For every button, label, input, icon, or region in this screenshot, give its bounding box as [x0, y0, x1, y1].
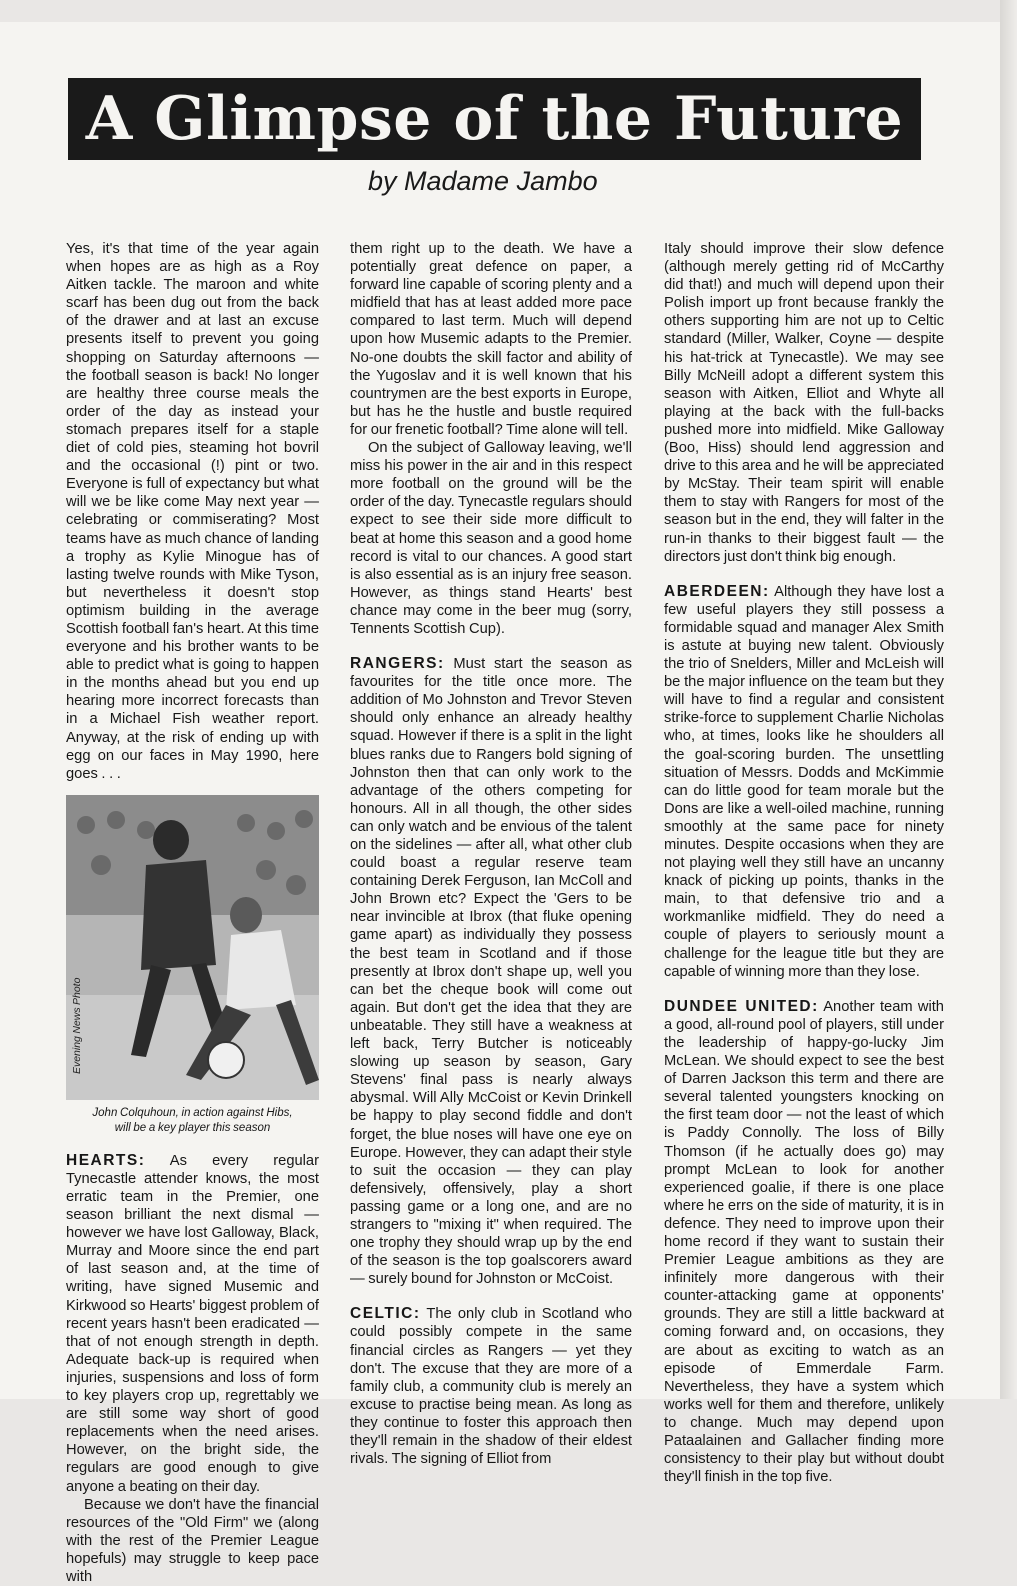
hearts-paragraph-3: them right up to the death. We have a potentially great defence on paper, a forward line capable of scoring plenty and a midfield that has at least added more pace compared to last term. Much will depend upon how Musemic adapts to the Premier. No-one doubts the skill factor and ability of the Yugoslav and it is well known that his countrymen are the best exports in Europe, but has he the hustle and bustle required for our frenetic football? Time alone will tell.	[350, 241, 632, 438]
photo-caption	[66, 1106, 319, 1136]
hearts-paragraph-4: On the subject of Galloway leaving, we'll miss his power in the air and in this respect more football on the ground will be the order of the day. Tynecastle regulars should expect to see their side more difficult to beat at home this season and a good home record is vital to our chances. A good start is also essential as is an injury free season. However, as things stand Hearts' best chance may come in the beer mug (sorry, Tennents Scottish Cup).	[350, 440, 632, 637]
aberdeen-heading: ABERDEEN:	[664, 582, 770, 600]
article-byline: by Madame Jambo	[368, 166, 598, 196]
celtic-section	[350, 1305, 632, 1468]
hearts-text: As every regular Tynecastle attender knows, the most erratic team in the Premier, one season brilliant the next dismal — however we have lost Galloway, Black, Murray and Moore since the end part of last season and, at the time of writing, have signed Musemic and Kirkwood so Hearts' biggest problem of recent years hasn't been eradicated — that of not enough strength in depth. Adequate back-up is required when injuries, suspensions and loss of form to key players crop up, regrettably we are still some way short of good replacements when the need arises. However, on the bright side, the regulars are good enough to give anyone a beating on their day.	[66, 1152, 319, 1495]
dundee-united-heading: DUNDEE UNITED:	[664, 997, 819, 1015]
column-2	[350, 240, 632, 1468]
photo-credit: Evening News Photo	[70, 977, 83, 1074]
rangers-section	[350, 655, 632, 1288]
player-photo	[66, 795, 319, 1100]
column-1	[66, 240, 319, 1586]
rangers-text: Must start the season as favourites for the title once more. The addition of Mo Johnston and Trevor Steven should only enhance an already healthy squad. However if there is a split in the light blues ranks due to Rangers bold signing of Johnston then that can only work to the advantage of the others competing for honours. All in all though, the other sides can only watch and be envious of the talent on the sidelines — after all, what other club could boast a regular reserve team containing Derek Ferguson, Ian McColl and John Brown etc? Expect the 'Gers to be near invincible at Ibrox (that fluke opening game apart) as individually they possess the best team in Scotland and if those presently at Ibrox don't shape up, well you can bet the cheque book will come out again. But don't get the idea that they are unbeatable. They still have a weakness at left back, Terry Butcher is noticeably slowing up season by season, Gary Stevens' final pass is nearly always abysmal. Will Ally McCoist or Kevin Drinkell be happy to play second fiddle and don't forget, the blue noses will have one eye on Europe. However, they can adapt their style to suit the occasion — they can play defensively, offensively, play a short passing game or a long one, and are no strangers to "mixing it" when required. The one trophy they should wrap up by the end of the season is the top goalscorers award — surely bound for Johnston or McCoist.	[350, 656, 632, 1288]
hearts-section	[66, 1152, 319, 1496]
caption-line-1: John Colquhoun, in action against Hibs,	[92, 1106, 293, 1119]
article-title: A Glimpse of the Future	[68, 78, 921, 160]
intro-paragraph: Yes, it's that time of the year again when hopes are as high as a Roy Aitken tackle. The maroon and white scarf has been dug out from the back of the drawer and at last an excuse presents itself to prevent you going shopping on Saturday afternoons — the football season is back! No longer are healthy three course meals the order of the day as instead your stomach prepares itself for a staple diet of cold pies, steaming hot bovril and the occasional (!) pint or two. Everyone is full of expectancy but what will we be like come May next year — celebrating or commiserating? Most teams have as much chance of landing a trophy as Kylie Minogue has of lasting twelve rounds with Mike Tyson, but nevertheless it doesn't stop optimism building in the average Scottish football fan's heart. At this time everyone and his brother wants to be able to predict what is going to happen in the months ahead but you end up hearing more incorrect forecasts than in a Michael Fish weather report. Anyway, at the risk of ending up with egg on our faces in May 1990, here goes . . .	[66, 241, 319, 782]
page-edge	[1000, 0, 1017, 1399]
rangers-heading: RANGERS:	[350, 655, 445, 673]
caption-line-2: will be a key player this season	[114, 1121, 271, 1134]
hearts-heading: HEARTS:	[66, 1151, 146, 1169]
photo-image	[66, 795, 319, 1100]
celtic-paragraph-2: Italy should improve their slow defence (although merely getting rid of McCarthy did that!) and much will depend upon their Polish import up front because frankly the others supporting him are not up to Celtic standard (Miller, Walker, Coyne — despite his hat-trick at Tynecastle). We may see Billy McNeill adopt a different system this season with Aitken, Elliot and Whyte all playing at the back with the full-backs pushed more into midfield. Mike Galloway (Boo, Hiss) should lend aggression and drive to this area and he will be appreciated by McStay. Their team spirit will enable them to stay with Rangers for most of the season but in the end, they will falter in the run-in thanks to their biggest fault — the directors just don't think big enough.	[664, 241, 944, 565]
celtic-heading: CELTIC:	[350, 1305, 421, 1323]
aberdeen-text: Although they have lost a few useful players they still possess a formidable squad and manager Alex Smith is astute at buying new talent. Obviously the trio of Snelders, Miller and McLeish will be the major influence on the team but they will have to find a regular and consistent strike-force to supplement Charlie Nicholas who, at times, looks like he shoulders all the goal-scoring burden. The unsettling situation of Messrs. Dodds and McKimmie can do little good for team morale but the Dons are like a well-oiled machine, running smoothly at the same pace for ninety minutes. Despite occasions when they are not playing well they still have an uncanny knack of picking up points, thanks in the main, to that defensive trio and a workmanlike midfield. They do need a couple of players to seriously mount a challenge for the league title but they are capable of winning more than they lose.	[664, 583, 944, 980]
aberdeen-section	[664, 583, 944, 981]
dundee-united-text: Another team with a good, all-round pool of players, still under the leadership of happy-go-lucky Jim McLean. We should expect to see the best of Darren Jackson this term and there are several talented youngsters knocking on the first team door — not the least of which is Paddy Connolly. The loss of Billy Thomson (if he actually does go) may prompt McLean to look for another experienced goalie, if there is one place where he errs on the side of maturity, it is in defence. They need to improve upon their home record if they want to sustain their Premier League ambitions as they are infinitely more dangerous with their counter-attacking game at opponents' grounds. They are still a little backward at coming forward and, on occasions, they are about as exciting to watch as an episode of Emmerdale Farm. Nevertheless, they have a system which works well for them and therefore, unlikely to change. Much may depend upon Pataalainen and Gallacher finding more consistency to their play but without doubt they'll finish in the top five.	[664, 998, 944, 1486]
dundee-united-section	[664, 998, 944, 1487]
hearts-paragraph-2: Because we don't have the financial resources of the "Old Firm" we (along with the rest of the Premier League hopefuls) may struggle to keep pace with	[66, 1496, 319, 1585]
celtic-text: The only club in Scotland who could possibly compete in the same financial circles as Rangers — yet they don't. The excuse that they are more of a family club, a community club is merely an excuse to practise being mean. As long as they continue to foster this approach then they'll remain in the shadow of their eldest rivals. The signing of Elliot from	[350, 1306, 632, 1468]
column-3	[664, 240, 944, 1486]
